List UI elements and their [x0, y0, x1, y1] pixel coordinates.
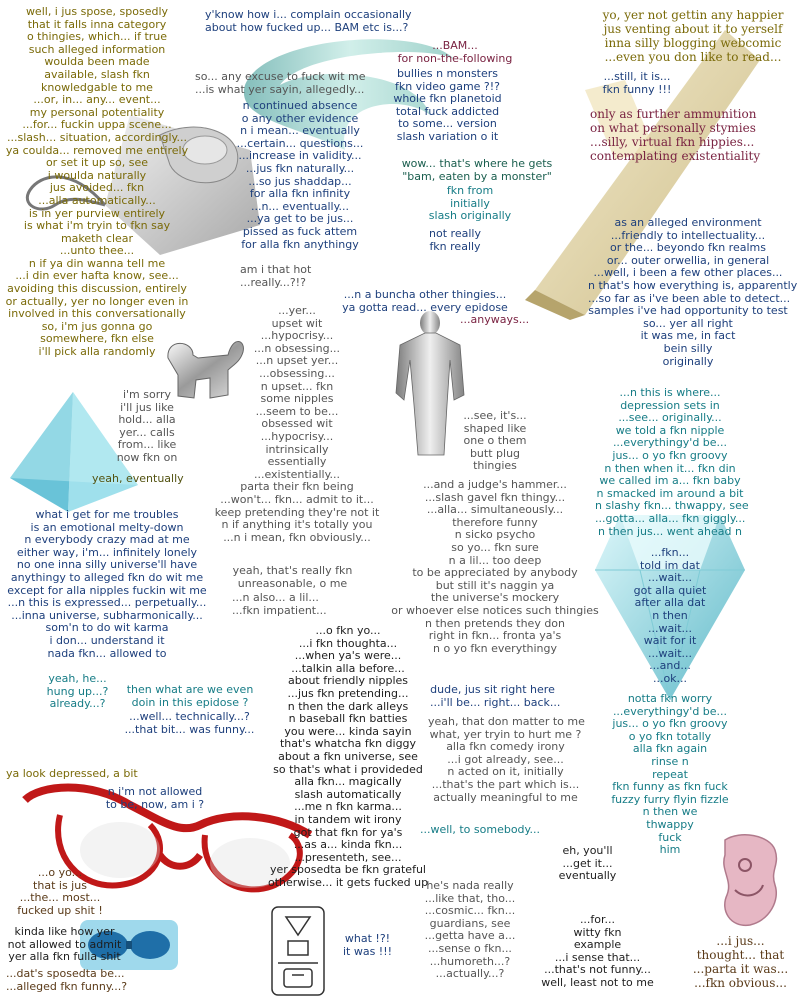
text-block-hot — [240, 264, 311, 289]
text-block-anyways — [460, 314, 529, 327]
line: ...seem to be... — [255, 404, 339, 418]
line: doin in this epidose ? — [131, 695, 249, 709]
line: ...dat's sposedta be... — [6, 967, 125, 980]
line: ...fkn impatient... — [232, 603, 327, 617]
line: shaped like — [463, 421, 527, 435]
text-block-excuse — [195, 71, 366, 96]
text-block-see — [440, 410, 550, 473]
line: parta their fkn being — [240, 480, 354, 494]
text-block-jus — [15, 867, 105, 917]
text-block-yer — [212, 305, 382, 544]
line: ...alleged fkn funny...? — [6, 979, 128, 993]
line: that it falls inna category — [27, 17, 167, 31]
line: total fuck addicted — [395, 104, 500, 118]
line: so yo... fkn sure — [451, 540, 539, 554]
line: ...wait... — [647, 621, 693, 635]
line: i'll jus like — [120, 400, 174, 414]
line: ...hypocrisy... — [260, 329, 334, 343]
line: available, slash fkn — [44, 67, 150, 81]
line: well, least not to me — [541, 975, 654, 989]
line: n if ya din wanna tell me — [28, 256, 166, 270]
text-block-ammunition — [590, 107, 760, 163]
line: n baseball fkn batties — [288, 712, 408, 726]
text-block-eventually — [92, 473, 184, 486]
line: my personal potentiality — [29, 105, 165, 119]
line: ...yer... — [278, 304, 316, 317]
line: then what are we even — [126, 683, 254, 696]
line: told im dat — [640, 558, 700, 572]
line: o yo fkn totally — [628, 729, 712, 743]
text-block-absence — [235, 100, 365, 251]
text-block-meltdown — [2, 509, 212, 660]
line: obsessed wit — [261, 417, 333, 431]
line: jus... o yo fkn groovy — [612, 448, 728, 462]
line: thought... that — [696, 948, 785, 962]
line: slash variation o it — [396, 129, 499, 143]
line: ...or, in... any... event... — [33, 93, 161, 107]
line: what i get for me troubles — [35, 508, 179, 521]
line: ...inna universe, subharmonically... — [11, 608, 203, 622]
line: thingies — [473, 459, 517, 473]
line: n sicko psycho — [454, 528, 536, 542]
line: ya look depressed, a bit — [6, 767, 138, 780]
line: n smacked im around a bit — [596, 486, 744, 500]
line: ...as a... kinda fkn... — [293, 838, 403, 852]
line: so, i'm jus gonna go — [41, 319, 153, 333]
text-block-epidose — [125, 684, 255, 709]
line: ...jus fkn naturally... — [245, 161, 355, 175]
text-block-environment — [588, 216, 798, 368]
line: or... outer orwellia, in general — [606, 253, 770, 267]
line: keep pretending they're not it — [214, 505, 380, 519]
line: alla fkn again — [632, 742, 708, 756]
line: about how fucked up... BAM etc is...? — [205, 20, 409, 34]
line: on what personally stymies — [590, 121, 756, 135]
text-block-unreasonable — [230, 565, 355, 590]
line: ...wait... — [647, 646, 693, 660]
line: eventually — [558, 869, 617, 883]
text-block-told-lower — [600, 693, 740, 857]
line: rinse n — [651, 754, 689, 768]
line: fucked up shit ! — [17, 903, 103, 917]
text-block-still — [592, 71, 682, 96]
text-block-witty — [535, 914, 660, 990]
line: we told a fkn nipple — [615, 423, 725, 437]
line: ...presenteth, see... — [294, 850, 402, 864]
text-block-get-it — [555, 845, 620, 883]
line: ...get it... — [562, 856, 613, 870]
line: that is jus — [33, 878, 87, 892]
text-block-obvious — [688, 934, 793, 990]
line: or whoever else notices such thingies — [391, 603, 599, 617]
line: ...for... fuckin uppa scene... — [22, 118, 172, 132]
line: butt plug — [469, 446, 521, 460]
line: or set it up so, see — [45, 156, 149, 170]
text-block-what — [340, 933, 395, 958]
line: ...fkn obvious... — [694, 976, 787, 990]
line: ...cosmic... fkn... — [424, 904, 516, 918]
line: some nipples — [260, 392, 334, 406]
line: n i mean... eventually — [240, 124, 360, 138]
text-block-wow — [392, 158, 562, 183]
line: ...slash... situation, accordingly... — [7, 130, 187, 144]
line: already...? — [49, 697, 106, 711]
carved-totem-icon — [268, 905, 328, 997]
line: well, i jus spose, sposedly — [25, 5, 169, 18]
line: ...o fkn yo... — [315, 624, 381, 637]
line: ...that's the part which is... — [431, 777, 580, 791]
text-block-technically — [122, 711, 257, 736]
line: eh, you'll — [562, 844, 613, 857]
line: fkn funny as fkn fuck — [612, 780, 728, 794]
line: ...n obsessing... — [253, 341, 341, 355]
line: ...well, to somebody... — [420, 823, 540, 836]
line: ...certain... questions... — [236, 136, 364, 150]
line: ...jus fkn pretending... — [287, 686, 409, 700]
line: witty fkn — [573, 925, 622, 939]
text-block-left-top — [2, 6, 192, 359]
text-block-not-allowed — [105, 786, 205, 811]
text-block-bam — [390, 40, 520, 65]
line: ...and a judge's hammer... — [423, 478, 567, 491]
line: n i'm not allowed — [107, 785, 203, 798]
line: ...n i mean, fkn obviously... — [223, 530, 371, 544]
line: ...me n fkn karma... — [294, 800, 402, 814]
line: n a lil... too deep — [448, 553, 542, 567]
line: that's whatcha fkn diggy — [279, 737, 417, 751]
line: ...humoreth...? — [429, 954, 511, 968]
text-block-hung — [45, 673, 110, 711]
line: n then we — [642, 805, 698, 819]
line: slash originally — [428, 209, 512, 223]
line: "bam, eaten by a monster" — [402, 169, 552, 183]
line: for alla fkn infinity — [249, 187, 351, 201]
text-block-top-center — [205, 9, 412, 34]
line: knowledgable to me — [41, 80, 153, 94]
line: ...n this is expressed... perpetually... — [7, 596, 207, 610]
line: ...i'll be... right... back... — [430, 695, 561, 709]
line: initially — [450, 196, 490, 210]
line: ...so jus shaddap... — [248, 174, 352, 188]
line: ...anyways... — [460, 313, 530, 326]
line: what, yer tryin to hurt me ? — [429, 727, 582, 741]
line: what !?! — [344, 932, 391, 945]
line: in tandem wit irony — [294, 812, 402, 826]
line: from... like — [117, 438, 177, 452]
line: inna silly blogging webcomic — [604, 36, 782, 50]
line: n slashy fkn... thwappy, see — [595, 499, 749, 513]
line: ...that bit... was funny... — [124, 722, 255, 736]
line: ya coulda... removed me entirely — [5, 143, 189, 157]
line: yeah, eventually — [92, 472, 184, 485]
line: got alla quiet — [633, 583, 707, 597]
line: n o yo fkn everythingy — [432, 641, 558, 655]
text-block-from — [420, 185, 520, 223]
line: unreasonable, o me — [237, 576, 348, 590]
line: about friendly nipples — [287, 674, 409, 688]
line: n then when it... fkn din — [604, 461, 736, 475]
line: ...i jus... — [716, 934, 765, 948]
line: or actually, yer no longer even in — [5, 294, 189, 308]
line: yeah, that's really fkn — [232, 564, 353, 577]
line: ...sense o fkn... — [428, 941, 512, 955]
line: ...BAM... — [432, 39, 478, 52]
line: ...hypocrisy... — [260, 429, 334, 443]
line: jus avoided... fkn — [49, 181, 145, 195]
line: y'know how i... complain occasionally — [205, 8, 412, 21]
text-block-admit — [2, 926, 127, 964]
line: alla fkn comedy irony — [446, 740, 565, 754]
line: ...silly, virtual fkn hippies... — [590, 135, 755, 149]
line: you were... kinda sayin — [284, 724, 412, 738]
line: intrinsically — [265, 442, 329, 456]
line: such alleged information — [28, 42, 166, 56]
line: ...wait... — [647, 571, 693, 585]
line: depression sets in — [620, 398, 720, 412]
line: it was me, in fact — [640, 329, 736, 343]
line: not allowed to admit — [7, 937, 122, 951]
line: otherwise... it gets fucked up — [268, 875, 429, 889]
line: ya gotta read... every epidose — [342, 300, 508, 314]
line: maketh clear — [60, 231, 134, 245]
line: either way, i'm... infinitely lonely — [16, 545, 198, 559]
line: n then jus... went ahead n — [598, 524, 742, 538]
line: yeah, that don matter to me — [428, 715, 585, 728]
line: is what i'm tryin to fkn say — [23, 219, 171, 233]
line: it was !!! — [342, 944, 393, 958]
line: ...even you don like to read... — [604, 50, 782, 64]
line: thwappy — [646, 817, 694, 831]
line: actually meaningful to me — [433, 790, 578, 804]
line: ...for... — [579, 913, 616, 926]
line: hold... alla — [118, 413, 176, 427]
line: ...alla automatically... — [38, 193, 156, 207]
line: i don... understand it — [49, 633, 165, 647]
line: yer sposedta be fkn grateful — [270, 863, 426, 877]
line: except for alla nipples fuckin wit me — [7, 583, 207, 597]
line: jus venting about it to yerself — [603, 22, 783, 36]
line: ...and... — [649, 659, 691, 673]
line: example — [573, 938, 622, 952]
line: i'm sorry — [122, 388, 172, 401]
line: for alla fkn anythingy — [241, 237, 359, 251]
line: jus... o yo fkn groovy — [612, 717, 728, 731]
line: so... any excuse to fuck wit me — [195, 70, 366, 83]
text-block-funny — [6, 968, 127, 993]
line: ...increase in validity... — [238, 149, 362, 163]
line: ...still, it is... — [603, 70, 671, 83]
line: bein silly — [663, 341, 713, 355]
line: ...n also... a lil... — [232, 591, 319, 604]
line: ...see... originally... — [618, 411, 722, 425]
line: pissed as fuck attem — [242, 224, 358, 238]
line: ...obsessing... — [259, 366, 335, 380]
line: ...everythingy'd be... — [612, 704, 728, 718]
text-block-thoughta — [268, 625, 428, 889]
line: ...ok... — [652, 671, 688, 685]
line: ...fkn... — [650, 546, 690, 559]
line: him — [659, 843, 681, 857]
line: ...ya get to be jus... — [246, 212, 354, 226]
line: involved in this conversationally — [8, 307, 186, 321]
line: nada fkn... allowed to — [47, 646, 167, 660]
line: to be appreciated by anybody — [412, 566, 578, 580]
line: fkn funny !!! — [602, 82, 672, 96]
line: about a fkn universe, see — [278, 749, 418, 763]
line: ...getta have a... — [424, 929, 516, 943]
line: ...n upset yer... — [255, 354, 339, 368]
line: ...i din ever hafta know, see... — [15, 269, 179, 283]
text-block-sorry — [112, 389, 182, 465]
line: after alla dat — [634, 596, 706, 610]
line: somewhere, fkn else — [40, 332, 154, 346]
text-block-bullies — [390, 68, 505, 144]
line: but still it's naggin ya — [435, 578, 555, 592]
line: avoiding this discussion, entirely — [7, 282, 187, 296]
line: ...parta it was... — [692, 962, 789, 976]
line: ...i sense that... — [554, 950, 641, 964]
line: ...actually...? — [435, 967, 505, 981]
line: notta fkn worry — [627, 692, 713, 705]
line: ...i fkn thoughta... — [298, 636, 398, 650]
text-block-not-really — [420, 228, 490, 253]
line: fkn really — [429, 239, 481, 253]
line: no one inna silly universe'll have — [16, 558, 198, 572]
line: n upset... fkn — [260, 379, 334, 393]
line: n acted on it, initially — [447, 765, 564, 779]
line: hung up...? — [46, 684, 109, 698]
line: som'n to do wit karma — [45, 621, 169, 635]
line: ...that's not funny... — [544, 963, 651, 977]
line: ...well... technically...? — [129, 710, 250, 723]
line: n everybody crazy mad at me — [24, 533, 190, 547]
line: ...n a buncha other thingies... — [343, 288, 507, 301]
line: anythingy to alleged fkn do wit me — [10, 570, 204, 584]
line: originally — [662, 354, 714, 368]
line: yo, yer not gettin any happier — [602, 8, 784, 22]
line: ...really...?!? — [240, 275, 306, 289]
text-block-matter — [428, 716, 583, 804]
line: o any other evidence — [241, 111, 359, 125]
line: ...the... most... — [19, 891, 101, 905]
line: whole fkn planetoid — [393, 92, 502, 106]
line: to some... version — [398, 117, 497, 131]
line: n then pretends they don — [424, 616, 566, 630]
line: fuzzy furry flyin fizzle — [611, 792, 729, 806]
line: so... yer all right — [643, 316, 733, 330]
line: n then the dark alleys — [287, 699, 409, 713]
line: ...n this is where... — [619, 386, 721, 399]
line: ...talkin alla before... — [291, 661, 405, 675]
line: repeat — [652, 767, 688, 781]
line: wait for it — [643, 634, 697, 648]
line: to be, now, am i ? — [105, 797, 205, 811]
line: ...i got already, see... — [447, 752, 564, 766]
line: is an emotional melty-down — [30, 520, 184, 534]
line: got that fkn for ya's — [293, 825, 403, 839]
line: the universe's mockery — [430, 591, 560, 605]
line: bullies n monsters — [396, 67, 499, 80]
line: fkn from — [446, 184, 494, 197]
line: ...see, it's... — [463, 409, 527, 422]
line: one o them — [463, 434, 527, 448]
line: guardians, see — [429, 916, 511, 930]
line: only as further ammunition — [590, 107, 757, 121]
line: ...o yo... — [37, 866, 83, 879]
text-block-depression — [595, 386, 749, 538]
line: yer alla fkn fulla shit — [8, 950, 121, 964]
text-block-told — [610, 547, 730, 686]
line: n that's how everything is, apparently — [588, 278, 798, 292]
text-block-depressed — [6, 768, 138, 781]
line: so that's what i provideded — [273, 762, 423, 776]
line: he's nada really — [426, 879, 514, 892]
line: wow... that's where he gets — [401, 157, 553, 170]
line: ...well, i been a few other places... — [593, 266, 783, 280]
line: samples i've had opportunity to test — [588, 304, 788, 318]
line: ...so far as i've been able to detect... — [588, 291, 791, 305]
line: upset wit — [271, 316, 323, 330]
text-block-top-right — [598, 8, 788, 64]
line: contemplating existentiality — [590, 149, 761, 163]
line: ...like that, tho... — [424, 891, 516, 905]
text-block-somebody — [420, 824, 540, 837]
line: yer... calls — [119, 425, 175, 439]
line: ...when ya's were... — [294, 649, 402, 663]
line: woulda been made — [44, 55, 150, 69]
line: n if anything it's totally you — [221, 518, 373, 532]
line: slash automatically — [294, 787, 402, 801]
text-block-impatient — [232, 592, 327, 617]
line: ...alla... simultaneously... — [426, 503, 564, 517]
line: am i that hot — [240, 263, 312, 276]
line: ...unto thee... — [59, 244, 135, 258]
line: yeah, he... — [48, 672, 107, 685]
line: fuck — [658, 830, 682, 844]
line: as an alleged environment — [614, 216, 762, 229]
line: essentially — [267, 455, 327, 469]
line: alla fkn... magically — [294, 775, 402, 789]
line: fkn video game ?!? — [394, 79, 501, 93]
line: dude, jus sit right here — [430, 683, 555, 696]
line: o thingies, which... if true — [26, 30, 168, 44]
line: ...slash gavel fkn thingy... — [424, 490, 566, 504]
line: or the... beyondo fkn realms — [610, 241, 766, 255]
line: ...won't... fkn... admit to it... — [220, 492, 374, 506]
text-block-nada — [420, 880, 520, 981]
line: ...n... eventually... — [250, 199, 350, 213]
line: n then — [652, 608, 688, 622]
line: now fkn on — [116, 450, 178, 464]
line: we called im a... fkn baby — [599, 474, 741, 488]
line: is in yer purview entirely — [28, 206, 166, 220]
text-block-dude — [430, 683, 561, 709]
line: right in fkn... fronta ya's — [428, 629, 562, 643]
line: i woulda naturally — [47, 168, 147, 182]
line: for non-the-following — [397, 51, 513, 65]
line: i'll pick alla randomly — [38, 345, 156, 359]
line: ...is what yer sayin, allegedly... — [195, 82, 365, 96]
line: kinda like how yer — [14, 925, 115, 938]
line: therefore funny — [452, 515, 538, 529]
line: ...gotta... alla... fkn giggly... — [595, 511, 746, 525]
line: ...existentially... — [253, 467, 341, 481]
line: ...friendly to intellectuality... — [610, 228, 766, 242]
line: not really — [429, 227, 481, 240]
line: n continued absence — [242, 99, 358, 112]
line: ...everythingy'd be... — [612, 436, 728, 450]
